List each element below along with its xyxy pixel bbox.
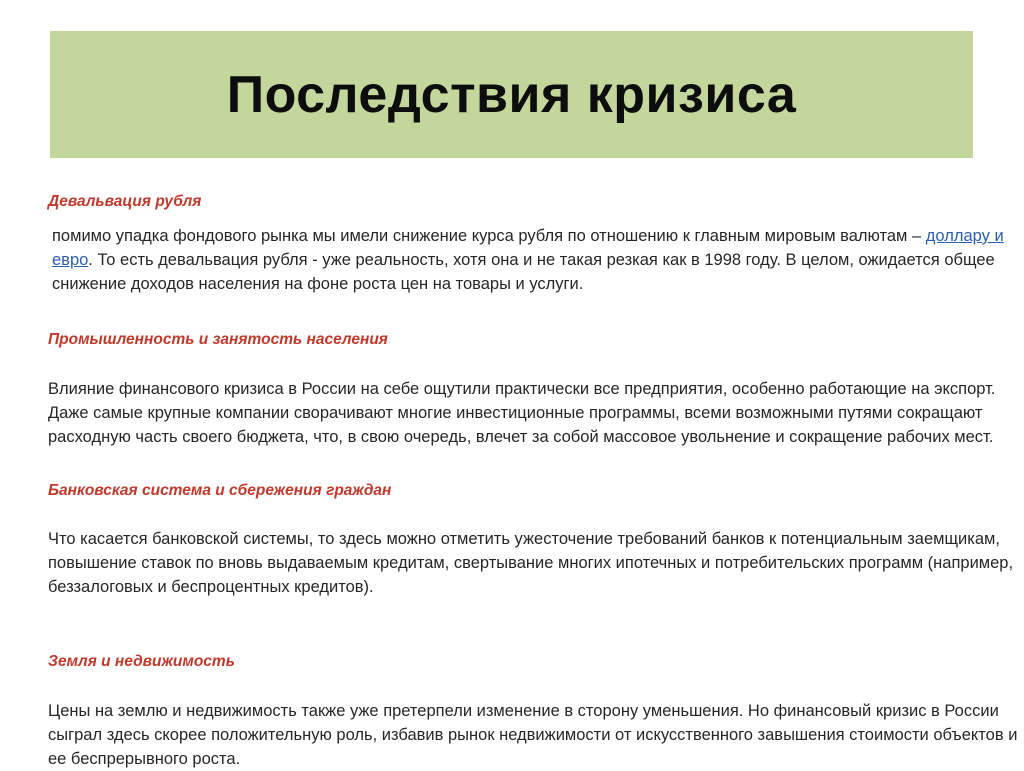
section-heading: Промышленность и занятость населения xyxy=(48,331,388,348)
section-ruble-devaluation xyxy=(48,192,1020,296)
text-before-link: помимо упадка фондового рынка мы имели снижение курса рубля по отношению к главным мировым валютам – xyxy=(52,227,926,245)
section-text: Влияние финансового кризиса в России на себе ощутили практически все предприятия, особенно работающие на экспорт. Даже самые крупные компании сворачивают многие инвестиционные программы, всеми возможными путями сокращают расходную часть своего бюджета, что, в свою очередь, влечет за собой массовое увольнение и сокращение рабочих мест. xyxy=(48,380,996,446)
text-after-link: . То есть девальвация рубля - уже реальность, хотя она и не такая резкая как в 1998 году. В целом, ожидается общее снижение доходов населения на фоне роста цен на товары и услуги. xyxy=(52,251,995,293)
section-heading: Земля и недвижимость xyxy=(48,653,235,670)
section-heading: Банковская система и сбережения граждан xyxy=(48,482,392,499)
dollar-euro-link[interactable]: доллару и евро xyxy=(52,227,1004,269)
slide-content xyxy=(48,186,1020,771)
section-industry-employment xyxy=(48,330,1020,449)
section-text: Цены на землю и недвижимость также уже претерпели изменение в сторону уменьшения. Но финансовый кризис в России сыграл здесь скорее положительную роль, избавив рынок недвижимости от искусственного завышения стоимости объектов и ее беспрерывного роста. xyxy=(48,702,1018,768)
title-banner xyxy=(50,31,973,158)
section-land-real-estate xyxy=(48,652,1020,771)
section-heading: Девальвация рубля xyxy=(48,193,202,210)
section-text: Что касается банковской системы, то здесь можно отметить ужесточение требований банков к потенциальным заемщикам, повышение ставок по вновь выдаваемым кредитам, свертывание многих ипотечных и потребительских программ (например, беззалоговых и беспроцентных кредитов). xyxy=(48,530,1014,596)
slide-title: Последствия кризиса xyxy=(226,65,797,124)
section-text xyxy=(48,224,1020,296)
section-banking-savings xyxy=(48,481,1020,599)
